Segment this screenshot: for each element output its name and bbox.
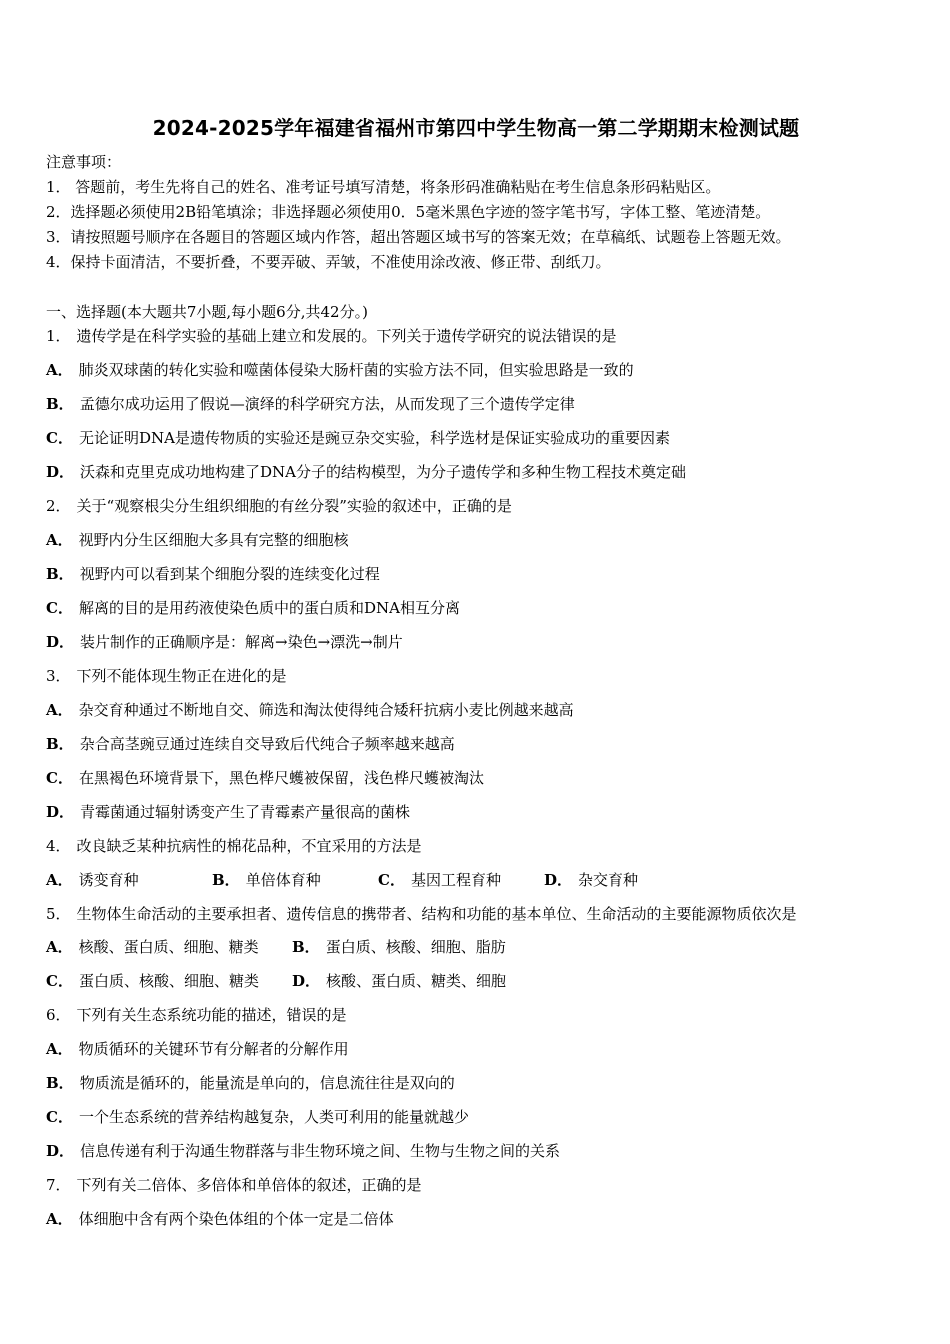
option-b: [46, 394, 575, 414]
option-b: [46, 734, 455, 754]
question-stem: [46, 326, 617, 346]
option-text: 孟德尔成功运用了假说—演绎的科学研究方法，从而发现了三个遗传学定律: [79, 395, 575, 413]
option-text: 蛋白质、核酸、细胞、糖类: [78, 972, 259, 990]
question-number: 7．: [46, 1176, 71, 1194]
option-a: [46, 1209, 394, 1229]
notice-item: 3．请按照题号顺序在各题目的答题区域内作答，超出答题区域书写的答案无效；在草稿纸、试题卷上答题无效。: [46, 228, 791, 246]
option-label: A．: [46, 531, 73, 549]
option-label: A．: [46, 871, 73, 889]
option-text: 视野内可以看到某个细胞分裂的连续变化过程: [79, 565, 380, 583]
option-label: D．: [46, 1142, 75, 1160]
question-number: 5．: [46, 905, 71, 923]
option-text: 单倍体育种: [245, 871, 321, 889]
option-label: A．: [46, 701, 73, 719]
option-d: [292, 971, 506, 991]
option-label: C．: [46, 1108, 73, 1126]
question-stem: [46, 904, 797, 924]
option-text: 信息传递有利于沟通生物群落与非生物环境之间、生物与生物之间的关系: [80, 1142, 561, 1160]
question-stem: [46, 836, 422, 856]
option-label: A．: [46, 1040, 73, 1058]
question-number: 3．: [46, 667, 71, 685]
option-d: [46, 632, 403, 652]
option-label: C．: [378, 871, 405, 889]
option-label: B．: [46, 1074, 74, 1092]
option-text: 无论证明DNA是遗传物质的实验还是豌豆杂交实验，科学选材是保证实验成功的重要因素: [78, 429, 670, 447]
option-text: 在黑褐色环境背景下，黑色桦尺蠖被保留，浅色桦尺蠖被淘汰: [78, 769, 484, 787]
question-stem: [46, 1175, 422, 1195]
option-text: 肺炎双球菌的转化实验和噬菌体侵染大肠杆菌的实验方法不同，但实验思路是一致的: [78, 361, 634, 379]
option-text: 物质流是循环的，能量流是单向的，信息流往往是双向的: [79, 1074, 455, 1092]
option-text: 杂交育种通过不断地自交、筛选和淘汰使得纯合矮秆抗病小麦比例越来越高: [78, 701, 574, 719]
section-heading: 一、选择题(本大题共7小题,每小题6分,共42分。): [46, 303, 368, 321]
option-text: 一个生态系统的营养结构越复杂，人类可利用的能量就越少: [78, 1108, 469, 1126]
option-text: 青霉菌通过辐射诱变产生了青霉素产量很高的菌株: [80, 803, 411, 821]
option-text: 视野内分生区细胞大多具有完整的细胞核: [78, 531, 349, 549]
option-c: [46, 1107, 469, 1127]
option-label: B．: [212, 871, 240, 889]
option-text: 物质循环的关键环节有分解者的分解作用: [78, 1040, 349, 1058]
option-b: [46, 1073, 455, 1093]
question-number: 4．: [46, 837, 71, 855]
option-row: [46, 971, 506, 991]
question-text: 下列有关生态系统功能的描述，错误的是: [76, 1006, 347, 1024]
option-row: [46, 937, 506, 957]
option-text: 诱变育种: [78, 871, 139, 889]
option-c: [46, 598, 460, 618]
option-a: [46, 530, 349, 550]
option-label: B．: [292, 938, 320, 956]
option-text: 基因工程育种: [410, 871, 501, 889]
question-text: 改良缺乏某种抗病性的棉花品种，不宜采用的方法是: [76, 837, 422, 855]
option-d: [46, 802, 410, 822]
option-d: [544, 870, 638, 890]
question-text: 生物体生命活动的主要承担者、遗传信息的携带者、结构和功能的基本单位、生命活动的主要能源物质依次是: [76, 905, 797, 923]
question-number: 1．: [46, 327, 71, 345]
question-text: 下列有关二倍体、多倍体和单倍体的叙述，正确的是: [76, 1176, 422, 1194]
question-stem: [46, 496, 512, 516]
option-d: [46, 462, 686, 482]
option-label: C．: [46, 429, 73, 447]
option-d: [46, 1141, 560, 1161]
question-text: 遗传学是在科学实验的基础上建立和发展的。下列关于遗传学研究的说法错误的是: [76, 327, 617, 345]
option-label: D．: [46, 633, 75, 651]
question-text: 关于“观察根尖分生组织细胞的有丝分裂”实验的叙述中，正确的是: [76, 497, 512, 515]
option-label: D．: [46, 803, 75, 821]
question-text: 下列不能体现生物正在进化的是: [76, 667, 287, 685]
option-label: B．: [46, 395, 74, 413]
option-label: B．: [46, 735, 74, 753]
option-a: [46, 870, 212, 890]
option-c: [46, 971, 292, 991]
question-number: 6．: [46, 1006, 71, 1024]
page-title: 2024-2025学年福建省福州市第四中学生物高一第二学期期末检测试题: [152, 116, 800, 140]
option-text: 装片制作的正确顺序是：解离→染色→漂洗→制片: [80, 633, 403, 651]
option-label: A．: [46, 361, 73, 379]
option-label: D．: [46, 463, 75, 481]
option-a: [46, 360, 634, 380]
question-number: 2．: [46, 497, 71, 515]
option-label: C．: [46, 769, 73, 787]
option-label: C．: [46, 599, 73, 617]
option-c: [378, 870, 544, 890]
option-row: [46, 870, 638, 890]
option-text: 杂合高茎豌豆通过连续自交导致后代纯合子频率越来越高: [79, 735, 455, 753]
option-label: A．: [46, 1210, 73, 1228]
notice-heading: 注意事项：: [46, 153, 122, 171]
notice-item: 4．保持卡面清洁，不要折叠，不要弄破、弄皱，不准使用涂改液、修正带、刮纸刀。: [46, 253, 611, 271]
option-text: 杂交育种: [578, 871, 639, 889]
option-label: C．: [46, 972, 73, 990]
option-a: [46, 700, 574, 720]
option-b: [292, 937, 506, 957]
option-text: 解离的目的是用药液使染色质中的蛋白质和DNA相互分离: [78, 599, 460, 617]
question-stem: [46, 1005, 347, 1025]
option-text: 蛋白质、核酸、细胞、脂肪: [325, 938, 506, 956]
option-text: 沃森和克里克成功地构建了DNA分子的结构模型，为分子遗传学和多种生物工程技术奠定础: [80, 463, 687, 481]
option-a: [46, 1039, 349, 1059]
option-c: [46, 768, 484, 788]
notice-item: 1． 答题前，考生先将自己的姓名、准考证号填写清楚，将条形码准确粘贴在考生信息条形码粘贴区。: [46, 178, 721, 196]
option-b: [46, 564, 380, 584]
option-text: 体细胞中含有两个染色体组的个体一定是二倍体: [78, 1210, 394, 1228]
option-label: B．: [46, 565, 74, 583]
option-c: [46, 428, 670, 448]
option-text: 核酸、蛋白质、细胞、糖类: [78, 938, 259, 956]
option-label: D．: [544, 871, 573, 889]
notice-item: 2．选择题必须使用2B铅笔填涂；非选择题必须使用0．5毫米黑色字迹的签字笔书写，字体工整、笔迹清楚。: [46, 203, 771, 221]
option-label: D．: [292, 972, 321, 990]
option-label: A．: [46, 938, 73, 956]
option-a: [46, 937, 292, 957]
question-stem: [46, 666, 287, 686]
option-b: [212, 870, 378, 890]
option-text: 核酸、蛋白质、糖类、细胞: [326, 972, 507, 990]
